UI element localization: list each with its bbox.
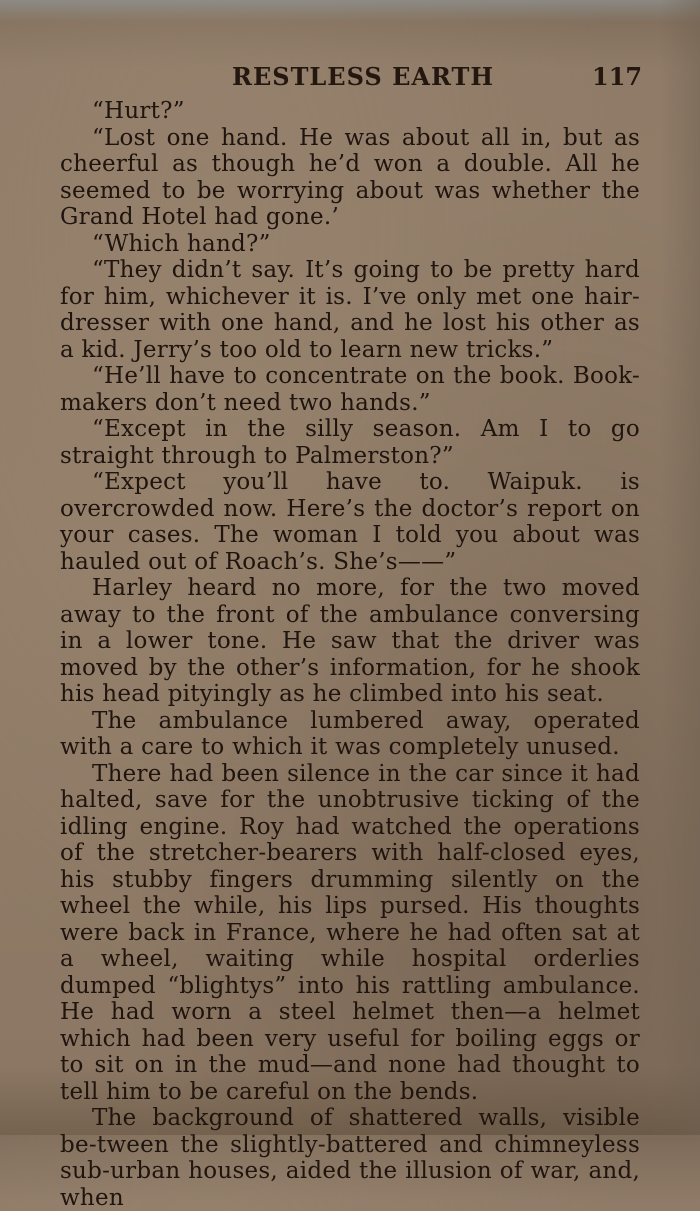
running-head: RESTLESS EARTH bbox=[232, 62, 495, 91]
paragraph-they-didnt-say: “They didn’t say. It’s going to be pretty hard for him, whichever it is. I’ve only met one hair-dresser with one hand, and he lost his other as a kid. Jerry’s too old to learn new tricks.” bbox=[60, 257, 640, 363]
paragraph-hurt: “Hurt?” bbox=[92, 98, 185, 124]
page-right-edge bbox=[660, 0, 700, 1135]
paragraph-lost-one-hand: “Lost one hand. He was about all in, but as cheerful as though he’d won a double. All he seemed to be worrying about was whether the Grand Hotel had gone.’ bbox=[60, 124, 640, 230]
body-text bbox=[60, 98, 640, 1211]
page-header bbox=[0, 62, 700, 92]
paragraph-silence-in-car: There had been silence in the car since it had halted, save for the unobtrusive ticking of the idling engine. Roy had watched the operations of the stretcher-bearers with half-closed eyes, his stubby fingers drumming silently on the wheel the while, his lips pursed. His thoughts were back in France, where he had often sat at a wheel, waiting while hospital orderlies dumped “blightys” into his rattling ambulance. He had worn a steel helmet then—a helmet which had been very useful for boiling eggs or to sit on in the mud—and none had thought to tell him to be careful on the bends. bbox=[60, 760, 640, 1105]
paragraph-except-silly-season: “Except in the silly season. Am I to go straight through to Palmerston?” bbox=[60, 416, 640, 469]
paragraph-concentrate-on-book: “He’ll have to concentrate on the book. Book-makers don’t need two hands.” bbox=[60, 363, 640, 416]
page-top-edge bbox=[0, 0, 700, 22]
paragraph-harley-heard: Harley heard no more, for the two moved away to the front of the ambulance conversing in a lower tone. He saw that the driver was moved by the other’s information, for he shook his head pityingly as he climbed into his seat. bbox=[60, 575, 640, 707]
page-number: 117 bbox=[592, 62, 643, 91]
paragraph-background-shattered-walls: The background of shattered walls, visible be-tween the slightly-battered and chimneyless sub-urban houses, aided the illusion of war, and, when bbox=[60, 1105, 640, 1211]
paragraph-which-hand: “Which hand?” bbox=[92, 230, 271, 257]
paragraph-expect-youll-have-to: “Expect you’ll have to. Waipuk. is overcrowded now. Here’s the doctor’s report on your cases. The woman I told you about was hauled out of Roach’s. She’s——” bbox=[60, 469, 640, 575]
paragraph-ambulance-lumbered: The ambulance lumbered away, operated with a care to which it was completely unused. bbox=[60, 707, 640, 760]
